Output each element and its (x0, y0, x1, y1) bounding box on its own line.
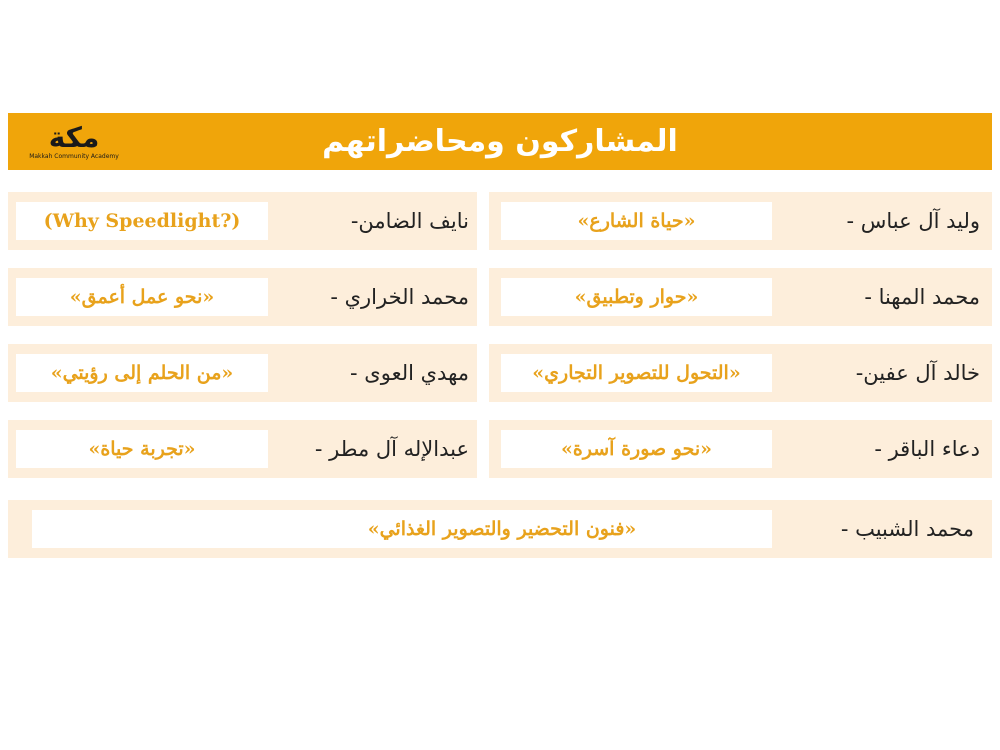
participant-name: محمد المهنا - (864, 285, 980, 309)
participant-row (8, 268, 477, 326)
participant-row (8, 500, 992, 558)
participant-row (8, 192, 477, 250)
talk-title: «من الحلم إلى رؤيتي» (50, 362, 234, 384)
title-banner (8, 113, 992, 170)
participant-row (8, 420, 477, 478)
talk-title: «نحو صورة آسرة» (560, 438, 713, 460)
participant-row (8, 344, 477, 402)
participant-name: محمد الخراري - (330, 285, 469, 309)
participant-name: محمد الشبيب - (840, 517, 974, 541)
participant-row (489, 344, 992, 402)
talk-title-box (501, 278, 772, 316)
talk-title-box (501, 202, 772, 240)
talk-title-box (16, 278, 268, 316)
talk-title-box (16, 202, 268, 240)
participant-name: مهدي العوى - (350, 361, 469, 385)
talk-title-box (32, 510, 772, 548)
participant-row (489, 192, 992, 250)
page-title: المشاركون ومحاضراتهم (322, 124, 678, 159)
talk-title: «نحو عمل أعمق» (69, 286, 215, 308)
talk-title-box (501, 430, 772, 468)
talk-title: «تجربة حياة» (88, 438, 196, 460)
talk-title: «حوار وتطبيق» (574, 286, 699, 308)
talk-title: «فنون التحضير والتصوير الغذائي» (367, 518, 637, 540)
logo-subtitle: Makkah Community Academy (29, 153, 119, 160)
participant-name: نايف الضامن- (350, 209, 469, 233)
makkah-logo (28, 123, 120, 163)
talk-title-box (16, 354, 268, 392)
talk-title: (Why Speedlight?) (43, 210, 241, 232)
talk-title: «التحول للتصوير التجاري» (532, 362, 741, 384)
talk-title: «حياة الشارع» (577, 210, 696, 232)
talk-title-box (501, 354, 772, 392)
participant-name: دعاء الباقر - (874, 437, 980, 461)
participant-name: وليد آل عباس - (846, 209, 980, 233)
participant-name: عبدالإله آل مطر - (314, 437, 469, 461)
participant-row (489, 420, 992, 478)
logo-text: مكة (48, 121, 100, 154)
talk-title-box (16, 430, 268, 468)
participant-row (489, 268, 992, 326)
participant-name: خالد آل عفين- (855, 361, 980, 385)
